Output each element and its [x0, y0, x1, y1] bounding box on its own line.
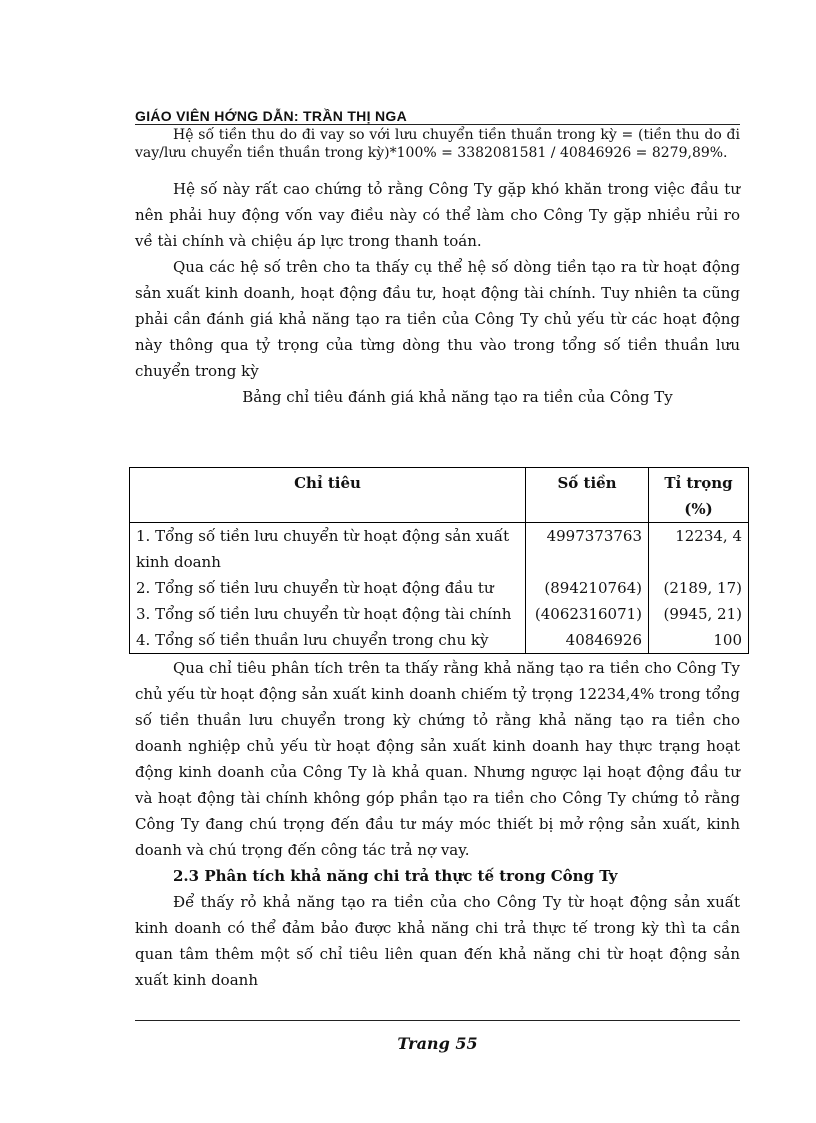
paragraph-high-ratio: Hệ số này rất cao chứng tỏ rằng Công Ty gặp khó khăn trong việc đầu tư nên phải huy động vốn vay điều này có thể làm cho Công Ty gặp nhiều rủi ro về tài chính và chiệu áp lực trong thanh toán. [135, 180, 740, 250]
row-amount: 4997373763 [526, 523, 649, 576]
row-label: 2. Tổng số tiền lưu chuyển từ hoạt động đầu tư [130, 575, 526, 601]
header-divider [135, 124, 740, 125]
table-row [130, 575, 749, 601]
bottom-text-block [135, 655, 740, 993]
row-ratio: (9945, 21) [649, 601, 749, 627]
row-label: 4. Tổng số tiền thuần lưu chuyển trong chu kỳ [130, 627, 526, 654]
header-amount: Số tiền [526, 468, 649, 523]
page-number: Trang 55 [397, 1034, 478, 1053]
row-label: 1. Tổng số tiền lưu chuyển từ hoạt động sản xuất kinh doanh [130, 523, 526, 576]
row-ratio: 100 [649, 627, 749, 654]
row-amount: (4062316071) [526, 601, 649, 627]
header-ratio: Tỉ trọng (%) [649, 468, 749, 523]
paragraph-overview: Qua các hệ số trên cho ta thấy cụ thể hệ số dòng tiền tạo ra từ hoạt động sản xuất kinh doanh, hoạt động đầu tư, hoạt động tài chính. Tuy nhiên ta cũng phải cần đánh giá khả năng tạo ra tiền của Công Ty chủ yếu từ các hoạt động này thông qua tỷ trọng của từng dòng thu vào trong tổng số tiền thuần lưu chuyển trong kỳ [135, 258, 740, 380]
section-heading: 2.3 Phân tích khả năng chi trả thực tế trong Công Ty [173, 867, 618, 885]
table-row [130, 523, 749, 576]
header-indicator: Chỉ tiêu [130, 468, 526, 523]
row-ratio: (2189, 17) [649, 575, 749, 601]
paragraph-section-body: Để thấy rỏ khả năng tạo ra tiền của cho Công Ty từ hoạt động sản xuất kinh doanh có thể đảm bảo được khả năng chi trả thực tế trong kỳ thì ta cần quan tâm thêm một số chỉ tiêu liên quan đến khả năng chi từ hoạt động sản xuất kinh doanh [135, 893, 740, 989]
row-label: 3. Tổng số tiền lưu chuyển từ hoạt động tài chính [130, 601, 526, 627]
table-row [130, 627, 749, 654]
table-caption: Bảng chỉ tiêu đánh giá khả năng tạo ra tiền của Công Ty [242, 388, 673, 406]
cash-generation-table [129, 467, 749, 654]
paragraph-ratio-formula: Hệ số tiền thu do đi vay so với lưu chuyển tiền thuần trong kỳ = (tiền thu do đi vay/lưu chuyển tiền thuần trong kỳ)*100% = 3382081581 / 40846926 = 8279,89%. [135, 127, 740, 161]
paragraph-analysis: Qua chỉ tiêu phân tích trên ta thấy rằng khả năng tạo ra tiền cho Công Ty chủ yếu từ hoạt động sản xuất kinh doanh chiếm tỷ trọng 12234,4% trong tổng số tiền thuần lưu chuyển trong kỳ chứng tỏ rằng khả năng tạo ra tiền cho doanh nghiệp chủ yếu từ hoạt động sản xuất kinh doanh hay thực trạng hoạt động kinh doanh của Công Ty là khả quan. Nhưng ngược lại hoạt động đầu tư và hoạt động tài chính không góp phần tạo ra tiền cho Công Ty chứng tỏ rằng Công Ty đang chú trọng đến đầu tư máy móc thiết bị mở rộng sản xuất, kinh doanh và chú trọng đến công tác trả nợ vay. [135, 659, 740, 859]
top-text-block [135, 126, 740, 410]
row-amount: (894210764) [526, 575, 649, 601]
row-amount: 40846926 [526, 627, 649, 654]
page-header: GIÁO VIÊN HỚNG DẪN: TRẦN THỊ NGA [135, 108, 407, 124]
table-row [130, 601, 749, 627]
footer-divider [135, 1020, 740, 1021]
row-ratio: 12234, 4 [649, 523, 749, 576]
table-header-row [130, 468, 749, 523]
